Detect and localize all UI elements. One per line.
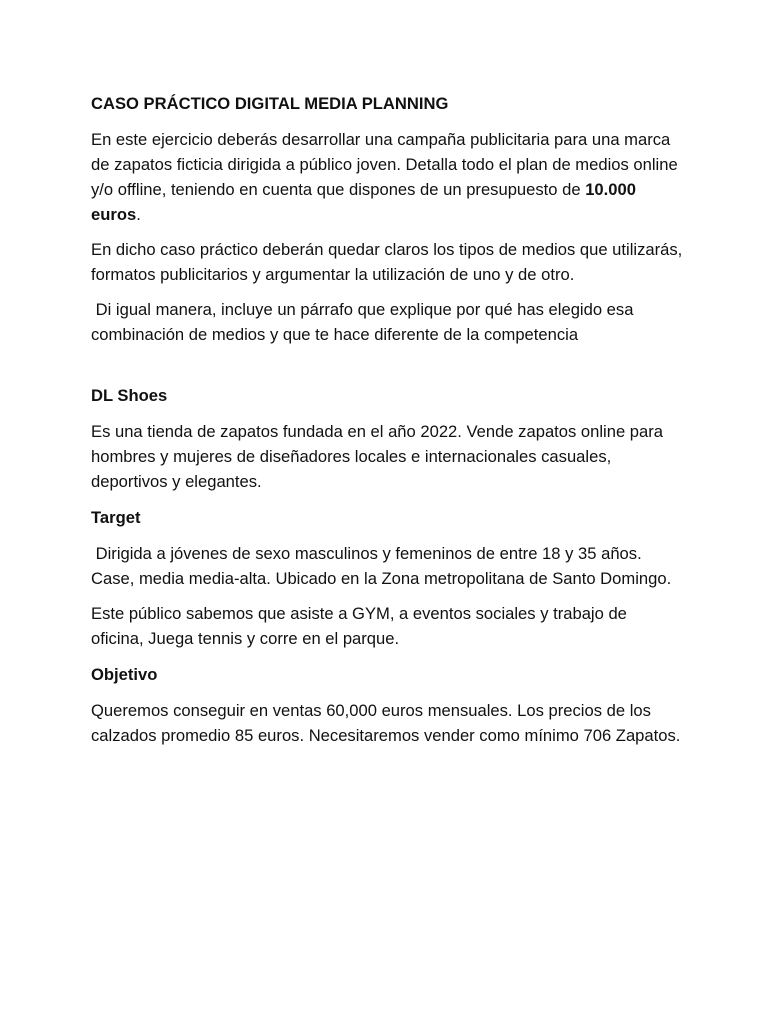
document-content — [91, 91, 683, 748]
target-paragraph-1-text: Dirigida a jóvenes de sexo masculinos y femeninos de entre 18 y 35 años. Case, media media-alta. Ubicado en la Zona metropolitana de Santo Domingo. — [91, 544, 672, 588]
document-title: CASO PRÁCTICO DIGITAL MEDIA PLANNING — [91, 94, 449, 113]
target-paragraph-2: Este público sabemos que asiste a GYM, a eventos sociales y trabajo de oficina, Juega tennis y corre en el parque. — [91, 604, 627, 648]
intro-paragraph-1-end: . — [136, 205, 141, 224]
target-heading: Target — [91, 508, 141, 527]
objective-paragraph: Queremos conseguir en ventas 60,000 euros mensuales. Los precios de los calzados promedio 85 euros. Necesitaremos vender como mínimo 706 Zapatos. — [91, 701, 681, 745]
target-paragraph-1 — [91, 541, 683, 591]
objective-heading: Objetivo — [91, 665, 158, 684]
intro-paragraph-1 — [91, 127, 683, 227]
brand-heading: DL Shoes — [91, 386, 168, 405]
budget-amount: 10.000 euros — [91, 180, 636, 224]
intro-paragraph-1-text: En este ejercicio deberás desarrollar una campaña publicitaria para una marca de zapatos ficticia dirigida a público joven. Detalla todo el plan de medios online y/o offline, teniendo en cuenta que dispones de un presupuesto de — [91, 130, 678, 199]
intro-paragraph-2: En dicho caso práctico deberán quedar claros los tipos de medios que utilizarás, formatos publicitarios y argumentar la utilización de uno y de otro. — [91, 240, 683, 284]
brand-description: Es una tienda de zapatos fundada en el año 2022. Vende zapatos online para hombres y mujeres de diseñadores locales e internacionales casuales, deportivos y elegantes. — [91, 422, 664, 491]
intro-paragraph-3 — [91, 297, 683, 347]
intro-paragraph-3-text: Di igual manera, incluye un párrafo que explique por qué has elegido esa combinación de medios y que te hace diferente de la competencia — [91, 300, 634, 344]
